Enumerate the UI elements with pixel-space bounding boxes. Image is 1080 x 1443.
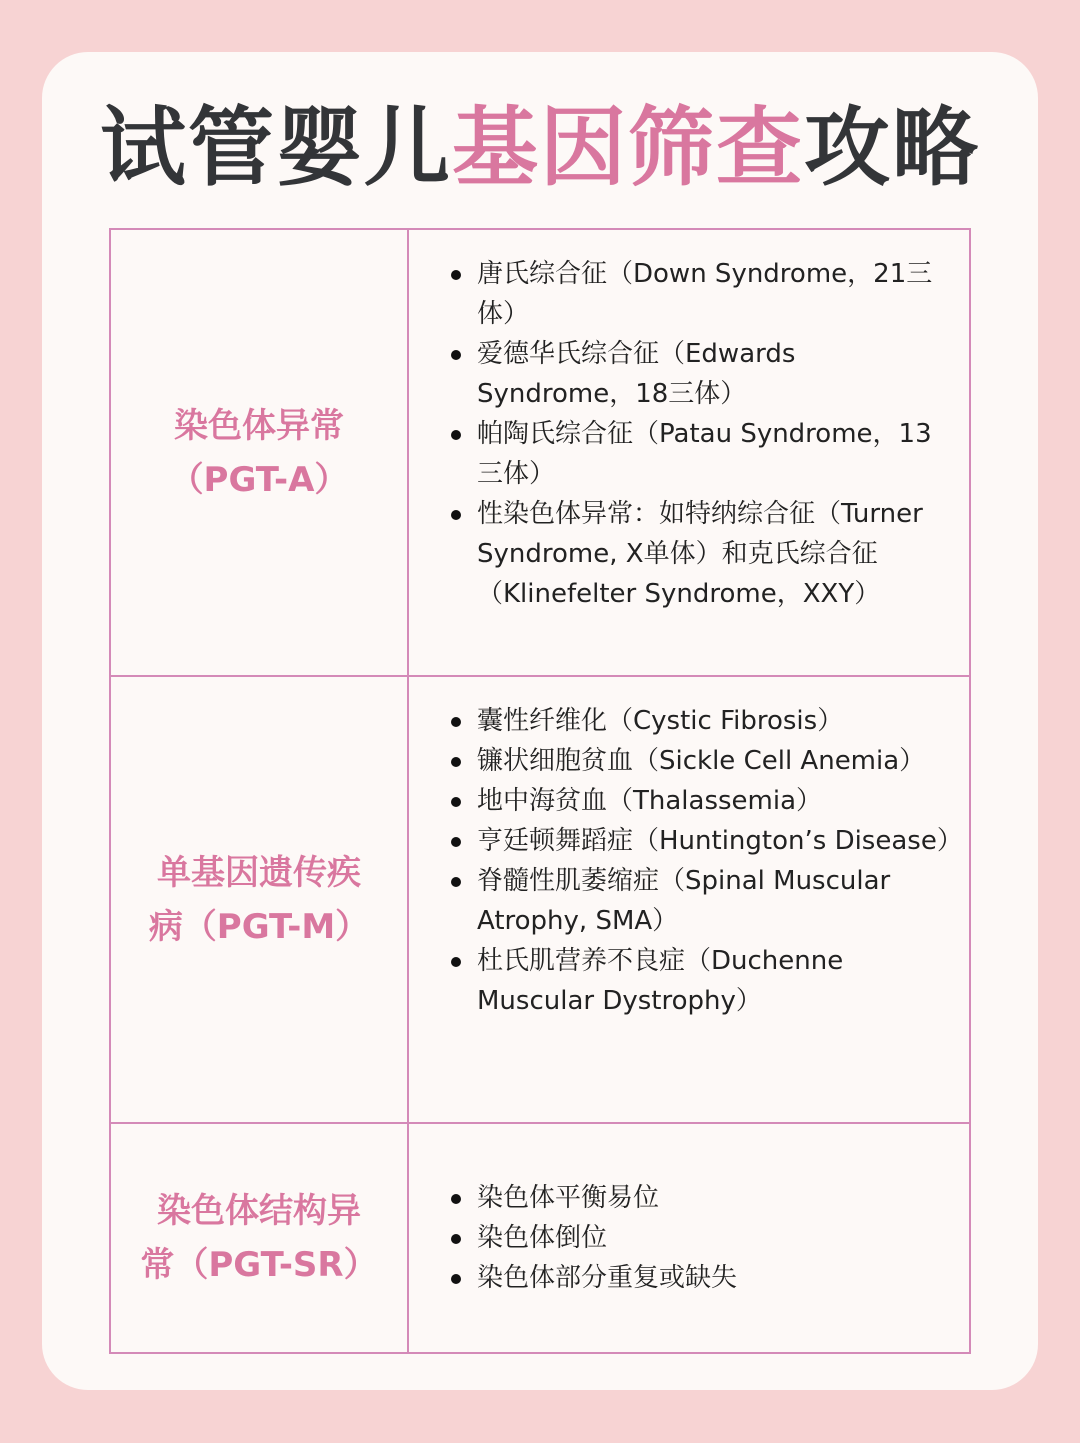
category-label-line2: 常（PGT-SR） — [140, 1245, 378, 1285]
list-item: 爱德华氏综合征（Edwards Syndrome，18三体） — [409, 334, 969, 414]
title-part2: 攻略 — [804, 98, 980, 198]
list-item: 染色体平衡易位 — [409, 1178, 969, 1218]
category-cell — [110, 1123, 408, 1353]
condition-list-cell — [408, 1123, 970, 1353]
category-cell — [110, 229, 408, 676]
list-item: 地中海贫血（Thalassemia） — [409, 781, 969, 821]
condition-list — [409, 677, 969, 1021]
category-label-line1: 染色体结构异 — [157, 1191, 361, 1231]
title-part1: 试管婴儿 — [100, 98, 452, 198]
list-item: 帕陶氏综合征（Patau Syndrome，13三体） — [409, 414, 969, 494]
category-label-line1: 染色体异常 — [174, 405, 344, 446]
list-item: 亨廷顿舞蹈症（Huntington’s Disease） — [409, 821, 969, 861]
table-row-pgt-sr — [110, 1123, 970, 1353]
condition-list — [409, 230, 969, 614]
screening-table — [109, 228, 971, 1354]
category-label-line2: （PGT-A） — [169, 459, 349, 500]
list-item: 杜氏肌营养不良症（Duchenne Muscular Dystrophy） — [409, 941, 969, 1021]
table-row-pgt-a — [110, 229, 970, 676]
page-title — [0, 96, 1080, 200]
table-row-pgt-m — [110, 676, 970, 1123]
category-cell — [110, 676, 408, 1123]
list-item: 染色体倒位 — [409, 1218, 969, 1258]
condition-list — [409, 1178, 969, 1298]
title-highlight: 基因筛查 — [452, 98, 804, 198]
condition-list-cell — [408, 229, 970, 676]
list-item: 唐氏综合征（Down Syndrome，21三体） — [409, 254, 969, 334]
list-item: 囊性纤维化（Cystic Fibrosis） — [409, 701, 969, 741]
list-item: 性染色体异常：如特纳综合征（Turner Syndrome, X单体）和克氏综合征（Klinefelter Syndrome，XXY） — [409, 494, 969, 614]
category-label-line1: 单基因遗传疾 — [157, 852, 361, 893]
list-item: 染色体部分重复或缺失 — [409, 1258, 969, 1298]
category-label-line2: 病（PGT-M） — [148, 906, 370, 947]
condition-list-cell — [408, 676, 970, 1123]
list-item: 镰状细胞贫血（Sickle Cell Anemia） — [409, 741, 969, 781]
list-item: 脊髓性肌萎缩症（Spinal Muscular Atrophy, SMA） — [409, 861, 969, 941]
